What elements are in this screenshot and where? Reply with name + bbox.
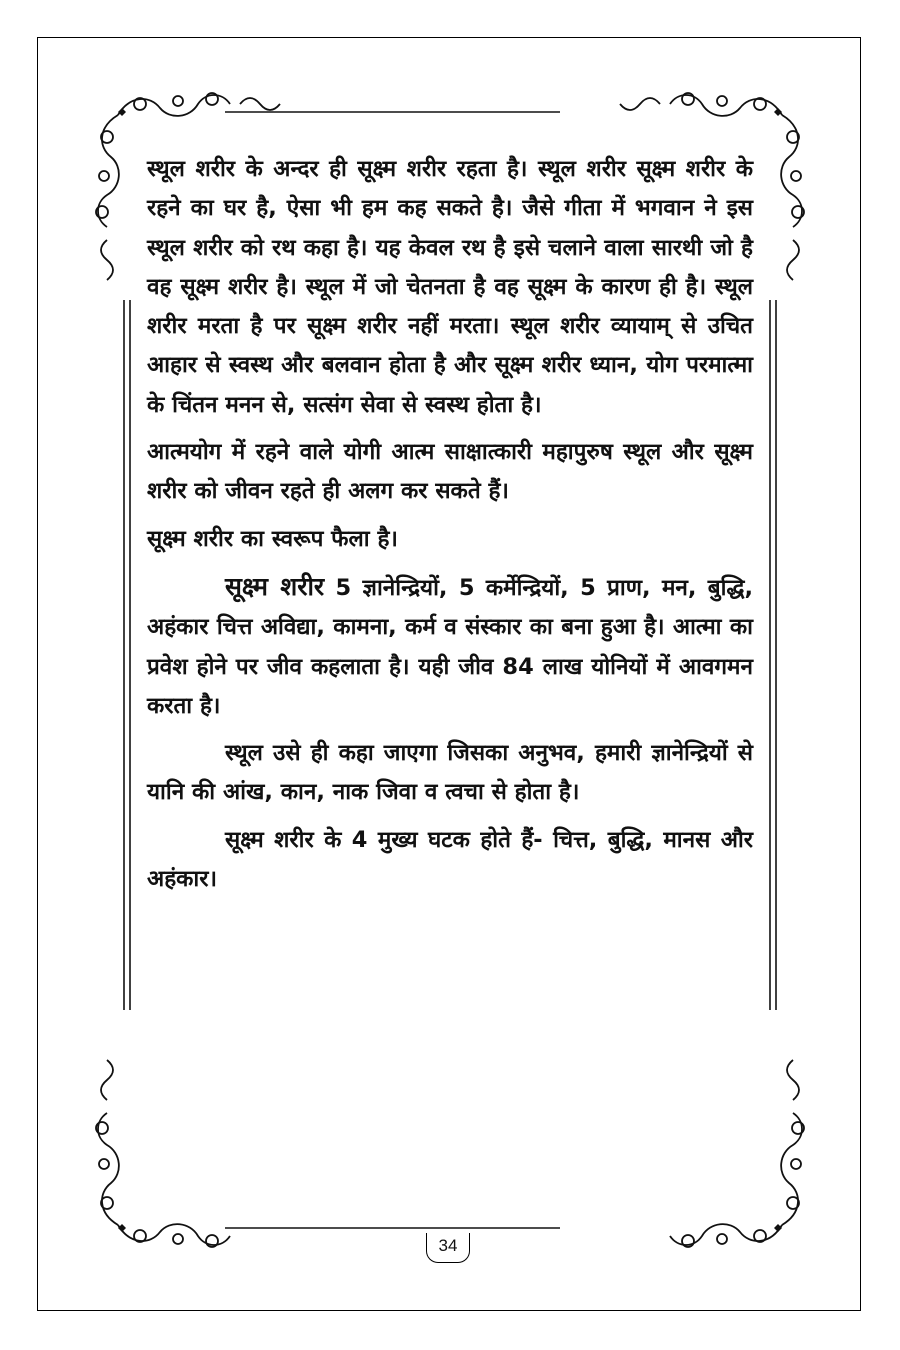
paragraph-2: आत्मयोग में रहने वाले योगी आत्म साक्षात्कारी महापुरुष स्थूल और सूक्ष्म शरीर को जीवन रहते ही अलग कर सकते हैं। xyxy=(147,439,753,505)
paragraph-4-body: 5 ज्ञानेन्द्रियों, 5 कर्मेन्द्रियों, 5 प्राण, मन, बुद्धि, अहंकार चित्त अविद्या, कामना, कर्म व संस्कार का बना हुआ है। आत्मा का प्रवेश होने पर जीव कहलाता है। यही जीव 84 लाख योनियों में आवगमन करता है। xyxy=(147,574,754,719)
paragraph-3: सूक्ष्म शरीर का स्वरूप फैला है। xyxy=(147,525,398,552)
paragraph-4 xyxy=(147,567,753,726)
paragraph-1: स्थूल शरीर के अन्दर ही सूक्ष्म शरीर रहता है। स्थूल शरीर सूक्ष्म शरीर के रहने का घर है, ऐसा भी हम कह सकते है। जैसे गीता में भगवान ने इस स्थूल शरीर को रथ कहा है। यह केवल रथ है इसे चलाने वाला सारथी जो है वह सूक्ष्म शरीर है। स्थूल में जो चेतनता है वह सूक्ष्म के कारण ही है। स्थूल शरीर मरता है पर सूक्ष्म शरीर नहीं मरता। स्थूल शरीर व्यायाम् से उचित आहार से स्वस्थ और बलवान होता है और सूक्ष्म शरीर ध्यान, योग परमात्मा के चिंतन मनन से, सत्संग सेवा से स्वस्थ होता है। xyxy=(147,156,753,418)
body-text xyxy=(147,150,753,907)
corner-flourish-bottom-right xyxy=(670,1060,804,1247)
page-number: 34 xyxy=(426,1233,470,1263)
paragraph-6: सूक्ष्म शरीर के 4 मुख्य घटक होते हैं- चित्त, बुद्धि, मानस और अहंकार। xyxy=(147,826,753,893)
paragraph-4-lead: सूक्ष्म शरीर xyxy=(225,571,325,601)
paragraph-5: स्थूल उसे ही कहा जाएगा जिसका अनुभव, हमारी ज्ञानेन्द्रियों से यानि की आंख, कान, नाक जिवा व त्वचा से होता है। xyxy=(147,740,753,806)
corner-flourish-bottom-left xyxy=(96,1060,230,1247)
